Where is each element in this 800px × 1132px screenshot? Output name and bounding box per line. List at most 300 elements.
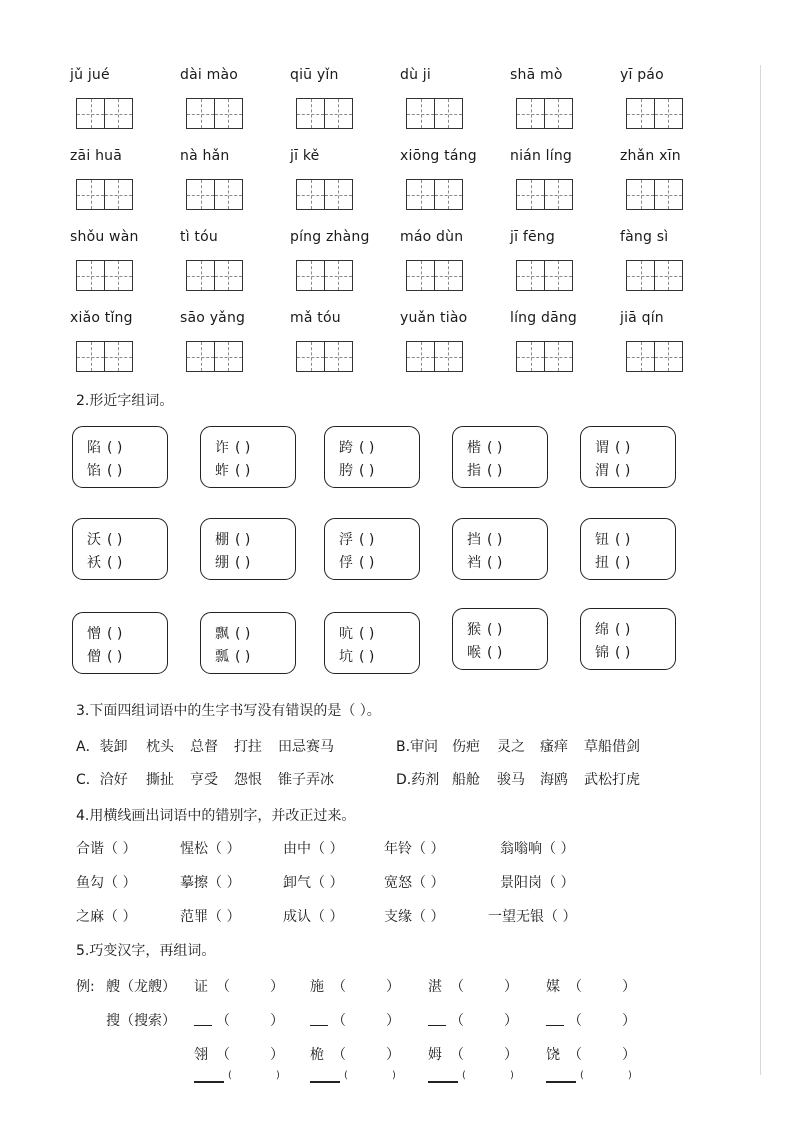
tian-zi-box[interactable] xyxy=(214,341,243,372)
pinyin-writing-grid xyxy=(70,64,690,373)
tian-zi-box[interactable] xyxy=(626,179,655,210)
answer-parens[interactable]: ( ) xyxy=(107,555,123,571)
answer-parens[interactable]: ( ) xyxy=(487,532,503,548)
pinyin-cell xyxy=(510,145,618,211)
answer-parens[interactable]: ( ) xyxy=(615,463,631,479)
similar-char-line xyxy=(595,642,667,662)
writing-boxes xyxy=(626,98,683,129)
paren-open: （ xyxy=(216,1013,230,1029)
similar-char-line xyxy=(215,623,287,643)
pinyin-cell xyxy=(70,64,178,130)
paren-close: ） xyxy=(270,1013,284,1029)
answer-parens[interactable]: ( ) xyxy=(615,532,631,548)
similar-char: 诈 xyxy=(215,440,229,456)
answer-blank[interactable] xyxy=(428,1081,458,1083)
tian-zi-box[interactable] xyxy=(76,179,105,210)
tian-zi-box[interactable] xyxy=(626,98,655,129)
pinyin-label: máo dùn xyxy=(400,229,464,245)
answer-parens[interactable]: ( ) xyxy=(107,626,123,642)
similar-char-line xyxy=(467,619,539,639)
wrong-word-item[interactable]: 卸气（ ） xyxy=(283,875,344,891)
wrong-word-item[interactable]: 一望无银（ ） xyxy=(488,909,577,925)
answer-parens[interactable]: ( ) xyxy=(615,622,631,638)
pinyin-cell xyxy=(290,145,398,211)
similar-char-box xyxy=(324,518,420,580)
similar-char-box xyxy=(200,426,296,488)
writing-boxes xyxy=(406,179,463,210)
similar-char: 俘 xyxy=(339,555,353,571)
wrong-word-item[interactable]: 成认（ ） xyxy=(283,909,344,925)
similar-char-line xyxy=(339,552,411,572)
writing-boxes xyxy=(626,341,683,372)
option-word: 锥子弄冰 xyxy=(278,772,334,788)
answer-parens[interactable]: ( ) xyxy=(359,555,375,571)
tian-zi-box[interactable] xyxy=(654,260,683,291)
writing-boxes xyxy=(406,98,463,129)
option-word: 亨受 xyxy=(190,772,218,788)
section3-title: 3.下面四组词语中的生字书写没有错误的是（ ）。 xyxy=(76,703,381,719)
tian-zi-box[interactable] xyxy=(654,341,683,372)
similar-char-line xyxy=(595,460,667,480)
option-word: D.药剂 xyxy=(396,772,440,788)
pinyin-label: nà hǎn xyxy=(180,148,230,164)
pinyin-cell xyxy=(400,226,508,292)
tian-zi-box[interactable] xyxy=(324,98,353,129)
pinyin-label: líng dāng xyxy=(510,310,578,326)
paren-open: （ xyxy=(568,1047,582,1063)
similar-char-line xyxy=(467,552,539,572)
wrong-word-item[interactable]: 由中（ ） xyxy=(283,841,344,857)
pinyin-label: yī páo xyxy=(620,67,664,83)
writing-boxes xyxy=(516,341,573,372)
source-char: 翎 xyxy=(194,1047,208,1063)
similar-char: 吭 xyxy=(339,626,353,642)
pinyin-cell xyxy=(510,226,618,292)
paren-open: （ xyxy=(450,1047,464,1063)
paren-close: ） xyxy=(622,1013,636,1029)
option-word: 总督 xyxy=(190,739,218,755)
tian-zi-box[interactable] xyxy=(186,98,215,129)
similar-char: 楷 xyxy=(467,440,481,456)
answer-parens[interactable]: ( ) xyxy=(487,463,503,479)
answer-parens[interactable]: ( ) xyxy=(235,532,251,548)
pinyin-label: dù ji xyxy=(400,67,431,83)
tian-zi-box[interactable] xyxy=(214,98,243,129)
similar-char-line xyxy=(467,437,539,457)
writing-boxes xyxy=(516,260,573,291)
similar-char-box xyxy=(452,518,548,580)
tian-zi-box[interactable] xyxy=(76,98,105,129)
option-word: B.审问 xyxy=(396,739,439,755)
similar-char-box xyxy=(452,608,548,670)
answer-blank[interactable] xyxy=(310,1025,328,1026)
tian-zi-box[interactable] xyxy=(324,341,353,372)
similar-char: 憎 xyxy=(87,626,101,642)
tian-zi-box[interactable] xyxy=(214,179,243,210)
tian-zi-box[interactable] xyxy=(434,341,463,372)
answer-parens[interactable]: ( ) xyxy=(615,440,631,456)
similar-char: 锦 xyxy=(595,645,609,661)
answer-parens[interactable]: ( ) xyxy=(487,645,503,661)
paren-close: ) xyxy=(628,1070,632,1081)
paren-close: ） xyxy=(504,1013,518,1029)
similar-char: 蚱 xyxy=(215,463,229,479)
similar-char-box xyxy=(72,612,168,674)
tian-zi-box[interactable] xyxy=(434,260,463,291)
similar-char: 扭 xyxy=(595,555,609,571)
similar-char: 喉 xyxy=(467,645,481,661)
pinyin-label: zāi huā xyxy=(70,148,122,164)
similar-char: 棚 xyxy=(215,532,229,548)
similar-char-line xyxy=(339,437,411,457)
similar-char: 沃 xyxy=(87,532,101,548)
wrong-word-item[interactable]: 摹擦（ ） xyxy=(180,875,241,891)
paren-close: ) xyxy=(276,1070,280,1081)
similar-char: 钮 xyxy=(595,532,609,548)
similar-char-line xyxy=(87,552,159,572)
option-word: 海鸥 xyxy=(540,772,568,788)
pinyin-label: yuǎn tiào xyxy=(400,310,468,326)
pinyin-label: dài mào xyxy=(180,67,238,83)
option-word: A．装卸 xyxy=(76,739,128,755)
similar-char-line xyxy=(215,529,287,549)
tian-zi-box[interactable] xyxy=(324,260,353,291)
answer-parens[interactable]: ( ) xyxy=(487,622,503,638)
pinyin-label: píng zhàng xyxy=(290,229,370,245)
similar-char: 跨 xyxy=(339,440,353,456)
tian-zi-box[interactable] xyxy=(544,98,573,129)
page-edge-rule xyxy=(760,65,761,1075)
similar-char-box xyxy=(580,608,676,670)
paren-close: ） xyxy=(504,979,518,995)
paren-close: ） xyxy=(386,1013,400,1029)
writing-boxes xyxy=(626,179,683,210)
similar-char: 指 xyxy=(467,463,481,479)
answer-blank[interactable] xyxy=(428,1025,446,1026)
tian-zi-box[interactable] xyxy=(76,341,105,372)
paren-open: （ xyxy=(450,979,464,995)
pinyin-cell xyxy=(620,64,728,130)
pinyin-cell xyxy=(620,226,728,292)
pinyin-label: nián líng xyxy=(510,148,573,164)
pinyin-cell xyxy=(70,307,178,373)
similar-char: 瓢 xyxy=(215,649,229,665)
similar-char-line xyxy=(339,646,411,666)
pinyin-cell xyxy=(180,226,288,292)
wrong-word-item[interactable]: 惺松（ ） xyxy=(180,841,241,857)
source-char: 桅 xyxy=(310,1047,324,1063)
similar-char-line xyxy=(467,460,539,480)
answer-parens[interactable]: ( ) xyxy=(359,626,375,642)
writing-boxes xyxy=(516,179,573,210)
tian-zi-box[interactable] xyxy=(434,179,463,210)
paren-open: （ xyxy=(216,1047,230,1063)
paren-open: ( xyxy=(228,1070,232,1081)
pinyin-cell xyxy=(180,145,288,211)
writing-boxes xyxy=(76,179,133,210)
similar-char-line xyxy=(467,642,539,662)
paren-open: ( xyxy=(344,1070,348,1081)
answer-blank[interactable] xyxy=(546,1081,576,1083)
section2-title: 2.形近字组词。 xyxy=(76,393,174,409)
pinyin-cell xyxy=(400,307,508,373)
paren-close: ） xyxy=(270,979,284,995)
similar-char-line xyxy=(595,619,667,639)
pinyin-cell xyxy=(70,226,178,292)
similar-char-line xyxy=(595,437,667,457)
wrong-word-item[interactable]: 景阳岗（ ） xyxy=(500,875,575,891)
writing-boxes xyxy=(516,98,573,129)
option-word: 灵之 xyxy=(497,739,525,755)
wrong-word-item[interactable]: 支缘（ ） xyxy=(384,909,445,925)
writing-boxes xyxy=(296,260,353,291)
similar-char: 谓 xyxy=(595,440,609,456)
pinyin-label: jī kě xyxy=(290,148,320,164)
tian-zi-box[interactable] xyxy=(654,179,683,210)
similar-char-line xyxy=(87,646,159,666)
answer-parens[interactable]: ( ) xyxy=(359,463,375,479)
answer-parens[interactable]: ( ) xyxy=(487,555,503,571)
pinyin-label: fàng sì xyxy=(620,229,669,245)
answer-blank[interactable] xyxy=(194,1081,224,1083)
answer-parens[interactable]: ( ) xyxy=(615,645,631,661)
writing-boxes xyxy=(186,260,243,291)
pinyin-label: qiū yǐn xyxy=(290,67,339,83)
source-char: 饶 xyxy=(546,1047,560,1063)
tian-zi-box[interactable] xyxy=(626,260,655,291)
paren-open: （ xyxy=(332,1013,346,1029)
pinyin-label: sāo yǎng xyxy=(180,310,246,326)
similar-char-line xyxy=(595,529,667,549)
tian-zi-box[interactable] xyxy=(324,179,353,210)
tian-zi-box[interactable] xyxy=(406,341,435,372)
option-word: 船舱 xyxy=(452,772,480,788)
tian-zi-box[interactable] xyxy=(104,341,133,372)
answer-parens[interactable]: ( ) xyxy=(235,555,251,571)
tian-zi-box[interactable] xyxy=(186,260,215,291)
paren-open: （ xyxy=(568,979,582,995)
similar-char: 渭 xyxy=(595,463,609,479)
answer-parens[interactable]: ( ) xyxy=(615,555,631,571)
writing-boxes xyxy=(296,179,353,210)
option-word: 怨恨 xyxy=(234,772,262,788)
similar-char-line xyxy=(87,437,159,457)
tian-zi-box[interactable] xyxy=(76,260,105,291)
similar-char-box xyxy=(72,426,168,488)
tian-zi-box[interactable] xyxy=(406,179,435,210)
similar-char: 绵 xyxy=(595,622,609,638)
tian-zi-box[interactable] xyxy=(626,341,655,372)
similar-char-box xyxy=(324,426,420,488)
wrong-word-item[interactable]: 之麻（ ） xyxy=(76,909,137,925)
pinyin-cell xyxy=(180,307,288,373)
writing-boxes xyxy=(186,179,243,210)
answer-parens[interactable]: ( ) xyxy=(107,463,123,479)
similar-char: 挡 xyxy=(467,532,481,548)
example-word-2: 搜（搜索） xyxy=(106,1013,176,1029)
pinyin-label: xiǎo tǐng xyxy=(70,310,133,326)
option-word: 草船借剑 xyxy=(584,739,640,755)
wrong-word-item[interactable]: 合谐（ ） xyxy=(76,841,137,857)
answer-parens[interactable]: ( ) xyxy=(107,649,123,665)
tian-zi-box[interactable] xyxy=(544,179,573,210)
similar-char: 裆 xyxy=(467,555,481,571)
pinyin-cell xyxy=(620,307,728,373)
option-word: 伤疤 xyxy=(452,739,480,755)
option-word: C．洽好 xyxy=(76,772,128,788)
similar-char: 飘 xyxy=(215,626,229,642)
tian-zi-box[interactable] xyxy=(406,260,435,291)
source-char: 施 xyxy=(310,979,324,995)
answer-parens[interactable]: ( ) xyxy=(235,649,251,665)
similar-char: 浮 xyxy=(339,532,353,548)
wrong-word-item[interactable]: 鱼勾（ ） xyxy=(76,875,137,891)
tian-zi-box[interactable] xyxy=(434,98,463,129)
pinyin-label: xiōng táng xyxy=(400,148,477,164)
wrong-word-item[interactable]: 范罪（ ） xyxy=(180,909,241,925)
option-word: 骏马 xyxy=(497,772,525,788)
similar-char: 袄 xyxy=(87,555,101,571)
wrong-word-item[interactable]: 宽怒（ ） xyxy=(384,875,445,891)
tian-zi-box[interactable] xyxy=(296,341,325,372)
writing-boxes xyxy=(76,341,133,372)
paren-close: ） xyxy=(386,979,400,995)
option-word: 瘙痒 xyxy=(540,739,568,755)
similar-char: 馅 xyxy=(87,463,101,479)
paren-open: （ xyxy=(450,1013,464,1029)
tian-zi-box[interactable] xyxy=(296,98,325,129)
answer-parens[interactable]: ( ) xyxy=(107,532,123,548)
similar-char-box xyxy=(200,518,296,580)
answer-parens[interactable]: ( ) xyxy=(359,649,375,665)
answer-parens[interactable]: ( ) xyxy=(235,440,251,456)
similar-char: 猴 xyxy=(467,622,481,638)
answer-parens[interactable]: ( ) xyxy=(235,626,251,642)
answer-parens[interactable]: ( ) xyxy=(107,440,123,456)
tian-zi-box[interactable] xyxy=(654,98,683,129)
similar-char-box xyxy=(452,426,548,488)
source-char: 姆 xyxy=(428,1047,442,1063)
tian-zi-box[interactable] xyxy=(104,179,133,210)
example-label: 例: xyxy=(76,979,95,995)
option-word: 田忌赛马 xyxy=(278,739,334,755)
wrong-word-item[interactable]: 翁嗡响（ ） xyxy=(500,841,575,857)
similar-char-line xyxy=(339,529,411,549)
pinyin-cell xyxy=(510,64,618,130)
writing-boxes xyxy=(406,341,463,372)
source-char: 证 xyxy=(194,979,208,995)
writing-boxes xyxy=(186,98,243,129)
answer-parens[interactable]: ( ) xyxy=(359,532,375,548)
pinyin-cell xyxy=(290,307,398,373)
similar-char-line xyxy=(87,623,159,643)
answer-parens[interactable]: ( ) xyxy=(359,440,375,456)
similar-char: 绷 xyxy=(215,555,229,571)
similar-char: 坑 xyxy=(339,649,353,665)
similar-char-line xyxy=(215,460,287,480)
pinyin-label: zhǎn xīn xyxy=(620,148,681,164)
answer-blank[interactable] xyxy=(546,1025,564,1026)
writing-boxes xyxy=(406,260,463,291)
similar-char-box xyxy=(580,518,676,580)
option-word: 撕扯 xyxy=(146,772,174,788)
tian-zi-box[interactable] xyxy=(406,98,435,129)
tian-zi-box[interactable] xyxy=(516,179,545,210)
example-word-1: 艘（龙艘） xyxy=(106,979,176,995)
similar-char-line xyxy=(215,437,287,457)
similar-char-box xyxy=(580,426,676,488)
tian-zi-box[interactable] xyxy=(296,260,325,291)
pinyin-cell xyxy=(70,145,178,211)
wrong-word-item[interactable]: 年铃（ ） xyxy=(384,841,445,857)
similar-char-line xyxy=(467,529,539,549)
tian-zi-box[interactable] xyxy=(516,341,545,372)
writing-boxes xyxy=(186,341,243,372)
paren-close: ） xyxy=(386,1047,400,1063)
tian-zi-box[interactable] xyxy=(544,341,573,372)
section4-title: 4.用横线画出词语中的错别字，并改正过来。 xyxy=(76,808,356,824)
paren-open: （ xyxy=(332,979,346,995)
pinyin-cell xyxy=(510,307,618,373)
answer-parens[interactable]: ( ) xyxy=(235,463,251,479)
answer-blank[interactable] xyxy=(194,1025,212,1026)
tian-zi-box[interactable] xyxy=(186,179,215,210)
similar-char-line xyxy=(595,552,667,572)
pinyin-cell xyxy=(180,64,288,130)
paren-open: ( xyxy=(580,1070,584,1081)
tian-zi-box[interactable] xyxy=(186,341,215,372)
source-char: 媒 xyxy=(546,979,560,995)
paren-open: （ xyxy=(568,1013,582,1029)
writing-boxes xyxy=(626,260,683,291)
paren-close: ) xyxy=(392,1070,396,1081)
pinyin-label: shǒu wàn xyxy=(70,229,139,245)
pinyin-cell xyxy=(400,145,508,211)
paren-open: （ xyxy=(332,1047,346,1063)
paren-open: ( xyxy=(462,1070,466,1081)
tian-zi-box[interactable] xyxy=(516,98,545,129)
similar-char-line xyxy=(87,460,159,480)
writing-boxes xyxy=(76,260,133,291)
similar-char-line xyxy=(339,460,411,480)
pinyin-cell xyxy=(620,145,728,211)
paren-close: ） xyxy=(622,1047,636,1063)
tian-zi-box[interactable] xyxy=(104,98,133,129)
paren-close: ） xyxy=(622,979,636,995)
tian-zi-box[interactable] xyxy=(516,260,545,291)
answer-blank[interactable] xyxy=(310,1081,340,1083)
tian-zi-box[interactable] xyxy=(296,179,325,210)
tian-zi-box[interactable] xyxy=(214,260,243,291)
pinyin-label: shā mò xyxy=(510,67,563,83)
similar-char-line xyxy=(215,646,287,666)
pinyin-label: tì tóu xyxy=(180,229,218,245)
answer-parens[interactable]: ( ) xyxy=(487,440,503,456)
writing-boxes xyxy=(296,341,353,372)
similar-char-line xyxy=(339,623,411,643)
writing-boxes xyxy=(76,98,133,129)
paren-close: ) xyxy=(510,1070,514,1081)
tian-zi-box[interactable] xyxy=(544,260,573,291)
writing-boxes xyxy=(296,98,353,129)
pinyin-label: jī fēng xyxy=(510,229,555,245)
option-word: 武松打虎 xyxy=(584,772,640,788)
tian-zi-box[interactable] xyxy=(104,260,133,291)
pinyin-label: jiā qín xyxy=(620,310,664,326)
source-char: 湛 xyxy=(428,979,442,995)
similar-char-line xyxy=(87,529,159,549)
pinyin-label: mǎ tóu xyxy=(290,310,341,326)
